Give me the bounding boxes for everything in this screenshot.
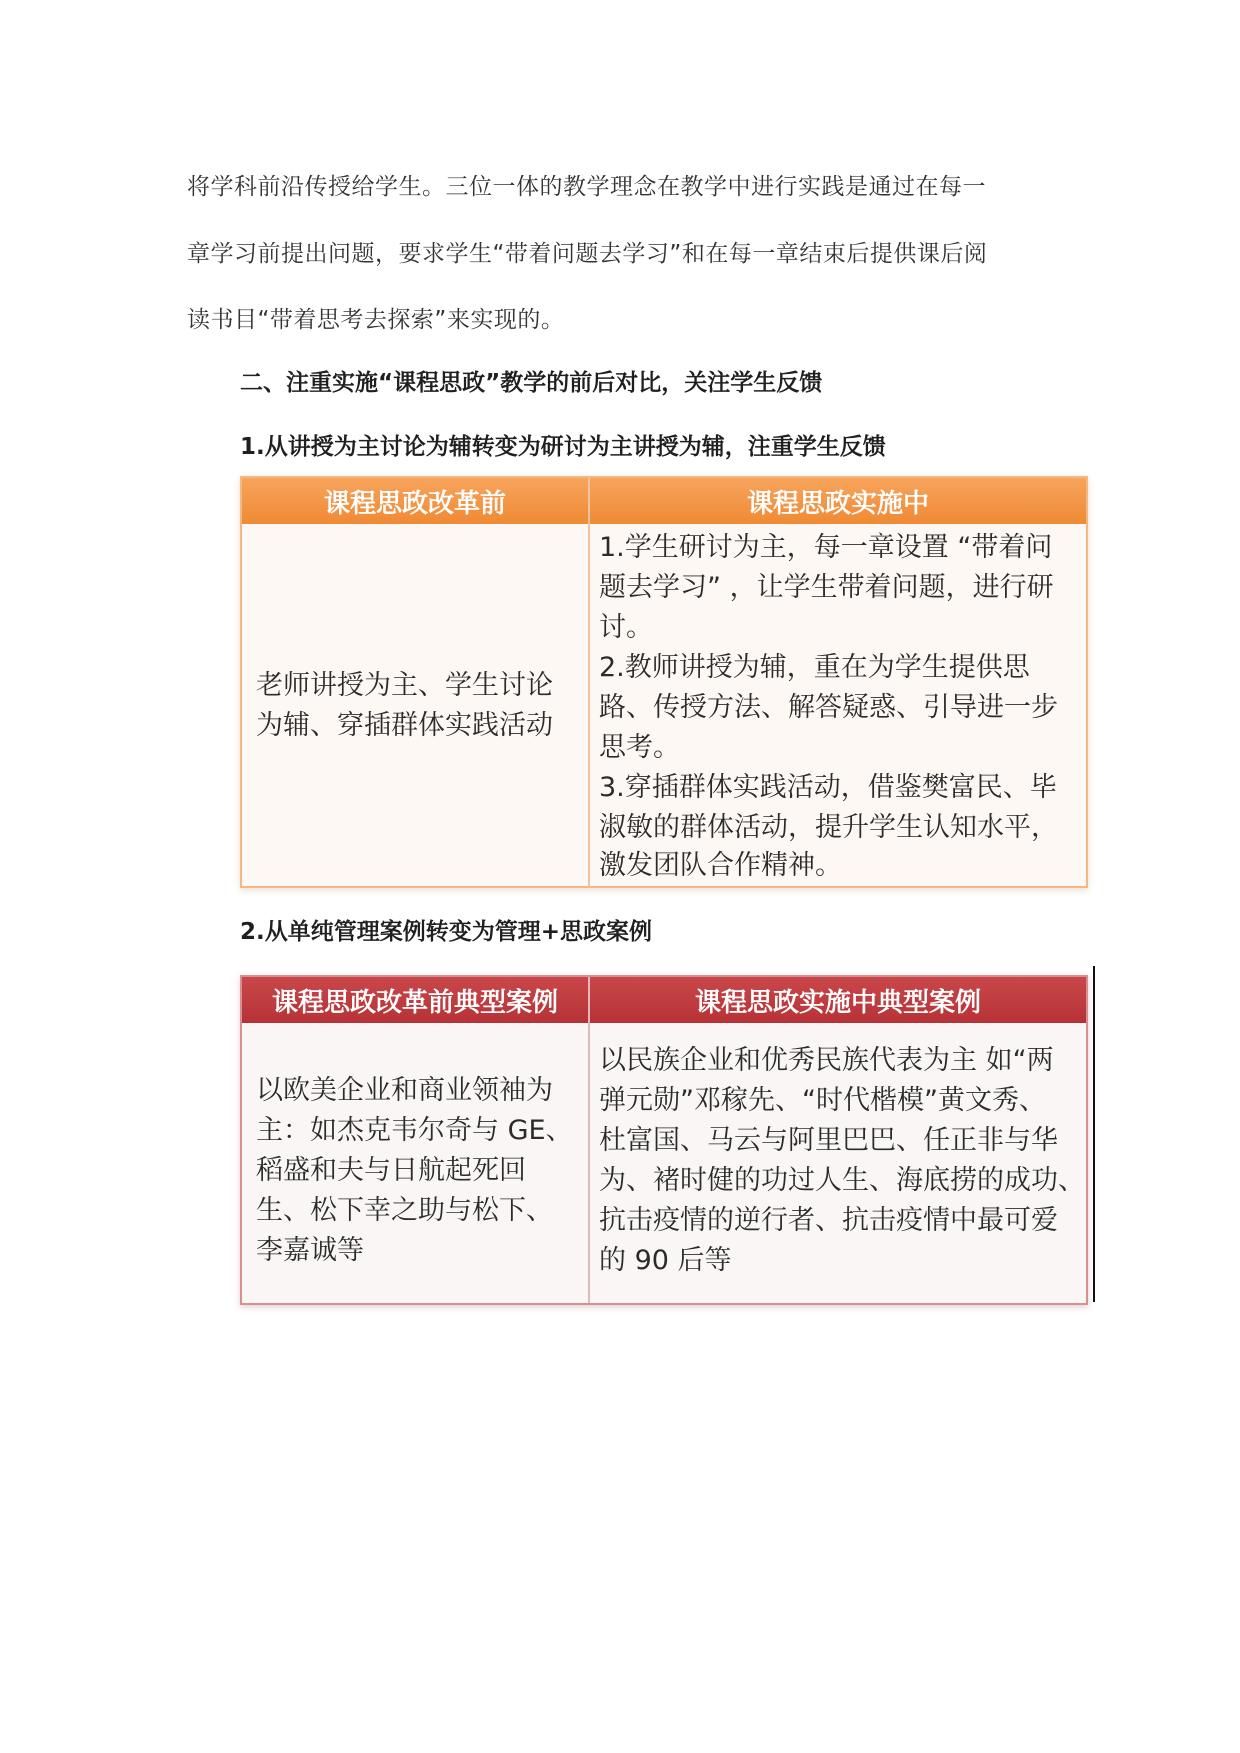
table-2-left-line-5: 李嘉诚等 — [256, 1235, 364, 1266]
table-1-header — [242, 478, 1086, 524]
table-2-right-line-3: 杜富国、马云与阿里巴巴、任正非与华 — [599, 1125, 1058, 1156]
table-1-left-line-1: 老师讲授为主、学生讨论 — [256, 670, 553, 701]
table-2-edge-line — [1093, 966, 1095, 1302]
subheading-2: 2.从单纯管理案例转变为管理+思政案例 — [240, 919, 653, 945]
table-2-left-line-1: 以欧美企业和商业领袖为 — [256, 1075, 553, 1106]
table-2-right-line-4: 为、褚时健的功过人生、海底捞的成功、 — [599, 1165, 1085, 1196]
table-1-divider — [588, 478, 590, 886]
table-2-right-line-6: 的 90 后等 — [599, 1245, 732, 1276]
table-1-right-line-9: 激发团队合作精神。 — [599, 850, 842, 881]
table-2-left-line-3: 稻盛和夫与日航起死回 — [256, 1155, 526, 1186]
table-2-divider — [588, 977, 590, 1303]
table-1-right-line-7: 3.穿插群体实践活动，借鉴樊富民、毕 — [599, 772, 1057, 803]
intro-line-3: 读书目“带着思考去探索”来实现的。 — [187, 307, 565, 333]
section-heading: 二、注重实施“课程思政”教学的前后对比，关注学生反馈 — [240, 370, 823, 396]
table-2-right-line-2: 弹元勋”邓稼先、“时代楷模”黄文秀、 — [599, 1085, 1046, 1116]
table-1-right-line-6: 思考。 — [599, 732, 680, 763]
table-1-right-line-2: 题去学习” ，让学生带着问题，进行研 — [599, 572, 1054, 603]
table-1-right-line-5: 路、传授方法、解答疑惑、引导进一步 — [599, 692, 1058, 723]
table-1-left-line-2: 为辅、穿插群体实践活动 — [256, 710, 553, 741]
table-1-header-left: 课程思政改革前 — [323, 488, 506, 519]
subheading-1: 1.从讲授为主讨论为辅转变为研讨为主讲授为辅，注重学生反馈 — [240, 434, 886, 460]
intro-line-1: 将学科前沿传授给学生。三位一体的教学理念在教学中进行实践是通过在每一 — [187, 174, 986, 200]
table-2-header-right: 课程思政实施中典型案例 — [694, 987, 981, 1018]
table-2-header-left: 课程思政改革前典型案例 — [271, 987, 558, 1018]
table-2-right-line-5: 抗击疫情的逆行者、抗击疫情中最可爱 — [599, 1205, 1058, 1236]
intro-line-2: 章学习前提出问题，要求学生“带着问题去学习”和在每一章结束后提供课后阅 — [187, 241, 988, 267]
table-1-right-line-4: 2.教师讲授为辅，重在为学生提供思 — [599, 652, 1030, 683]
table-2-right-line-1: 以民族企业和优秀民族代表为主 如“两 — [599, 1045, 1054, 1076]
table-1-right-line-3: 讨。 — [599, 612, 653, 643]
comparison-table-2 — [240, 975, 1088, 1305]
table-2-header — [242, 977, 1086, 1023]
comparison-table-1 — [240, 476, 1088, 888]
table-2-left-line-4: 生、松下幸之助与松下、 — [256, 1195, 553, 1226]
table-1-right-line-1: 1.学生研讨为主，每一章设置 “带着问 — [599, 532, 1053, 563]
table-1-header-right: 课程思政实施中 — [746, 488, 929, 519]
table-2-left-line-2: 主：如杰克韦尔奇与 GE、 — [256, 1115, 573, 1146]
table-1-right-line-8: 淑敏的群体活动，提升学生认知水平， — [599, 812, 1058, 843]
